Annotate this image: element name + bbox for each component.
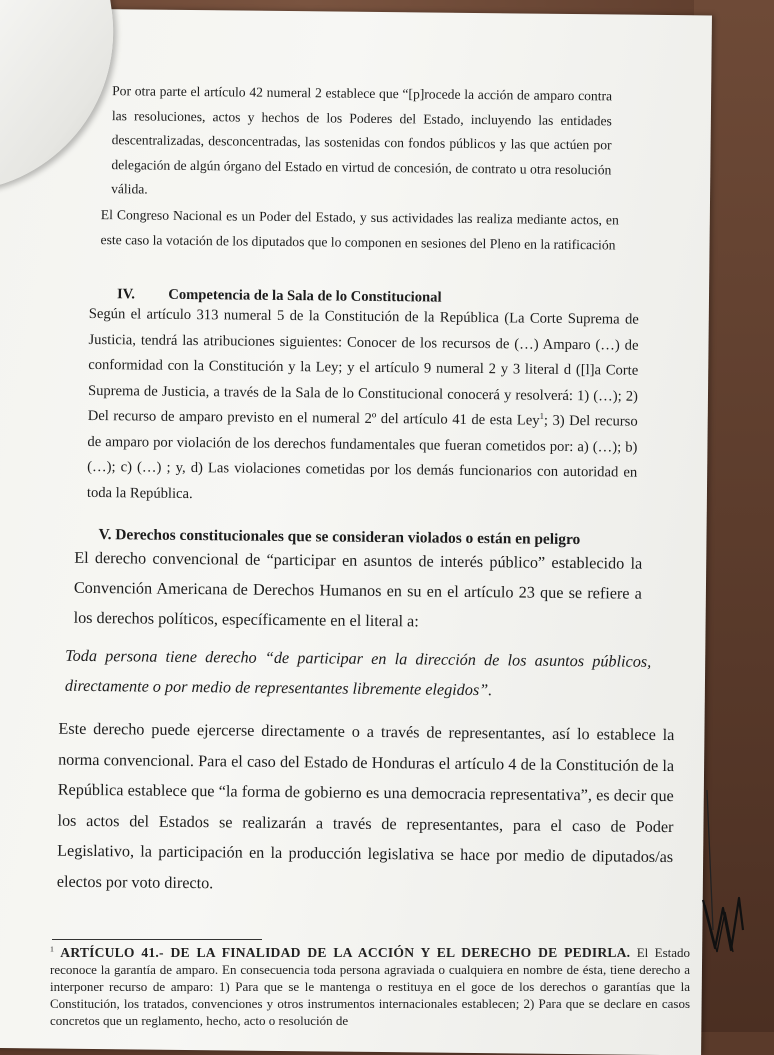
footnote — [50, 944, 690, 1029]
section-v-quote: Toda persona tiene derecho “de participar en la dirección de los asuntos públicos, directamente o por medio de representantes libremente elegidos”. — [64, 646, 652, 700]
document-page — [0, 8, 712, 1055]
section-iv-text-b: ; 3) Del recurso de amparo por violación de los derechos fundamentales que fueran cometidos por: a) (…); b) (…); c) (…) ; y, d) Las violaciones cometidas por los demás funcionarios con autoridad en toda la República. — [86, 412, 638, 502]
section-iv-title: Competencia de la Sala de lo Constitucional — [168, 286, 442, 306]
section-iv-paragraph — [87, 302, 639, 512]
footnote-title: ARTÍCULO 41.- DE LA FINALIDAD DE LA ACCIÓN Y EL DERECHO DE PEDIRLA. — [60, 945, 631, 960]
handwritten-signature — [695, 780, 755, 960]
footnote-text: El Estado reconoce la garantía de amparo. En consecuencia toda persona agraviada o cualquiera en nombre de ésta, tiene derecho a interponer recurso de amparo: 1) Para que se le mantenga o restituya en el goce de los derechos o garantías que la Constitución, los tratados, convenciones y otros instrumentos internacionales establecen; 2) Para que se declare en casos concretos que un reglamento, hecho, acto o resolución de — [50, 945, 691, 1028]
section-v-closing: Este derecho puede ejercerse directamente o a través de representantes, así lo establece la norma convencional. Para el caso del Estado de Honduras el artículo 4 de la Constitución de la República establece que “la forma de gobierno es una democracia representativa”, es decir que los actos del Estados se realizarán a través de representantes, para el caso de Poder Legislativo, la participación en la producción legislativa se hace por medio de diputados/as electos por voto directo. — [56, 719, 675, 892]
intro-paragraph: Por otra parte el artículo 42 numeral 2 establece que “[p]rocede la acción de amparo contra las resoluciones, actos y hechos de los Poderes del Estado, incluyendo las entidades descentralizadas, desconcentradas, las sostenidas con fondos públicos y las que actúen por delegación de algún órgano del Estado en virtud de concesión, de contrato u otra resolución válida. — [111, 83, 613, 197]
section-v-paragraph: El derecho convencional de “participar en asuntos de interés público” establecido la Convención Americana de Derechos Humanos en su en el artículo 23 que se refiere a los derechos políticos, específicamente en el literal a: — [73, 548, 643, 631]
footnote-reference: 1 — [539, 410, 545, 421]
footnote-separator — [52, 939, 262, 940]
section-iv-number: IV. — [116, 286, 136, 303]
section-v-title: V. Derechos constitucionales que se consideran violados o están en peligro — [98, 526, 581, 549]
congress-paragraph: El Congreso Nacional es un Poder del Estado, y sus actividades las realiza mediante actos, en este caso la votación de los diputados que lo componen en sesiones del Pleno en la ratificación — [100, 207, 619, 252]
section-iv-text-a: Según el artículo 313 numeral 5 de la Constitución de la República (La Corte Suprema de Justicia, tendrá las atribuciones siguientes: Conocer de los recursos de (…) Amparo (…) de conformidad con la Constitución y la Ley; y el artículo 9 numeral 2 y 3 literal d ([l]a Corte Suprema de Justicia, a través de la Sala de lo Constitucional conocerá y resolverá: 1) (…); 2) Del recurso de amparo previsto en el numeral 2º del artículo 41 de esta Ley — [87, 305, 639, 429]
footnote-marker: 1 — [50, 944, 54, 954]
